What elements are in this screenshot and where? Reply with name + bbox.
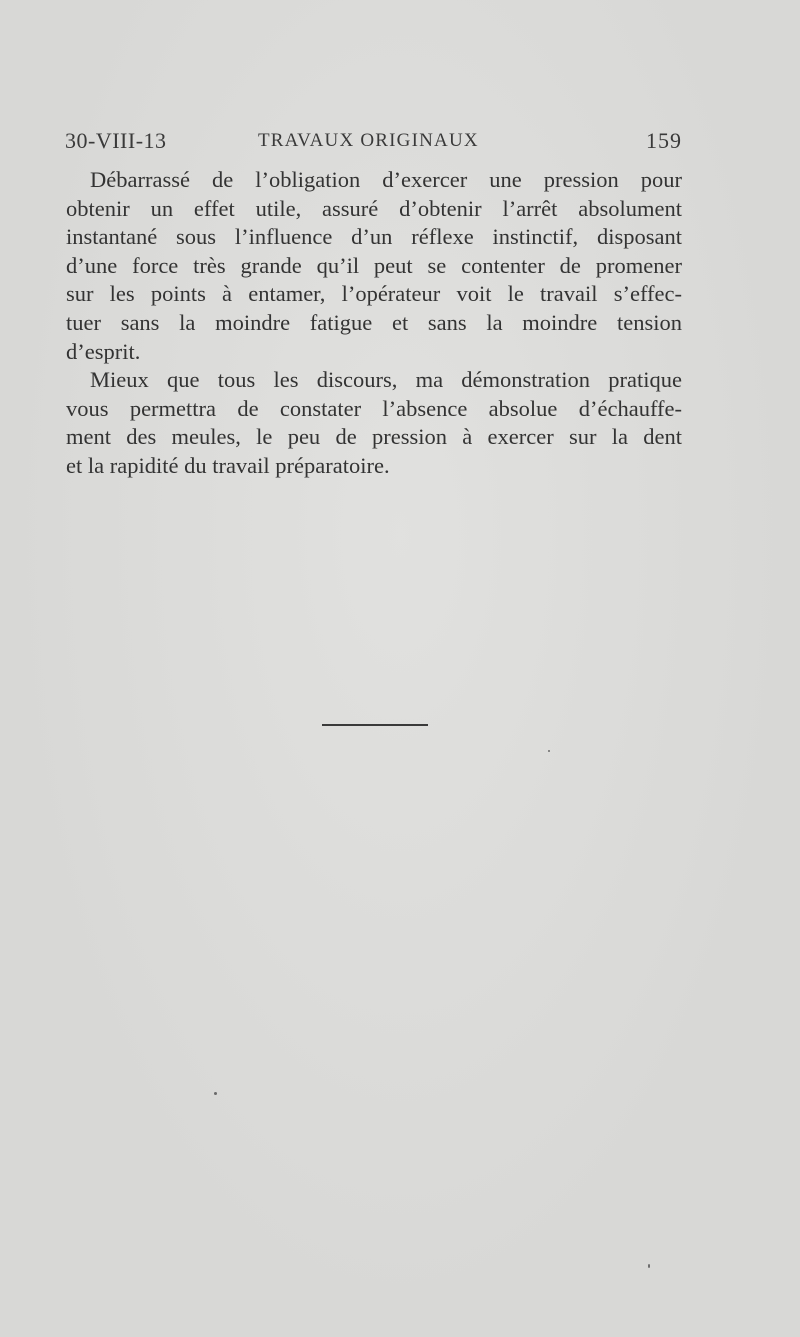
header-title: TRAVAUX ORIGINAUX: [258, 130, 479, 151]
running-header: [65, 128, 682, 162]
paragraph-2: [66, 366, 682, 480]
paper-speck: [214, 1092, 217, 1095]
text-line: Débarrassé de l’obligation d’exercer une pression pour: [90, 167, 682, 192]
text-line: obtenir un effet utile, assuré d’obtenir l’arrêt absolument: [66, 195, 682, 221]
paper-speck: [548, 750, 550, 752]
text-line: vous permettra de constater l’absence absolue d’échauffe-: [66, 395, 682, 421]
text-line: et la rapidité du travail préparatoire.: [66, 452, 390, 478]
text-line: d’une force très grande qu’il peut se contenter de promener: [66, 252, 682, 278]
text-line: d’esprit.: [66, 338, 141, 364]
header-date: 30-VIII-13: [65, 128, 167, 153]
paper-speck: [648, 1264, 650, 1268]
text-line: instantané sous l’influence d’un réflexe instinctif, disposant: [66, 224, 682, 250]
text-line: sur les points à entamer, l’opérateur voit le travail s’effec-: [66, 281, 682, 307]
text-line: Mieux que tous les discours, ma démonstration pratique: [90, 367, 682, 393]
section-divider: [322, 724, 428, 726]
text-line: ment des meules, le peu de pression à exercer sur la dent: [66, 424, 682, 450]
text-line: tuer sans la moindre fatigue et sans la moindre tension: [66, 309, 682, 335]
body-text: [66, 166, 682, 481]
page-number: 159: [646, 128, 682, 153]
paragraph-1: [66, 166, 682, 366]
